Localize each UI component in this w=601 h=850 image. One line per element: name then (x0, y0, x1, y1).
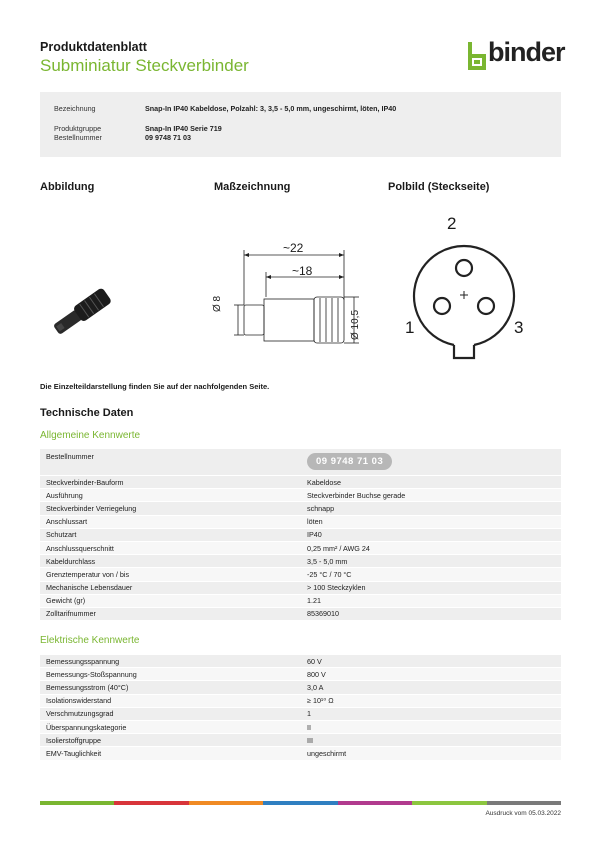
info-label: Produktgruppe (54, 124, 102, 133)
info-value: Snap-In IP40 Kabeldose, Polzahl: 3, 3,5 - 5,0 mm, ungeschirmt, löten, IP40 (145, 104, 397, 113)
table-row (40, 695, 561, 708)
info-label: Bestellnummer (54, 133, 102, 142)
table-row (40, 708, 561, 721)
color-bar-segment (114, 801, 188, 805)
row-value: -25 °C / 70 °C (307, 569, 352, 579)
table-row (40, 582, 561, 595)
doc-type: Produktdatenblatt (40, 40, 147, 54)
row-label: Bemessungsspannung (46, 656, 120, 666)
info-row-bestellnummer (54, 133, 191, 142)
doc-title: Subminiatur Steckverbinder (40, 56, 249, 75)
table-row (40, 747, 561, 760)
table-row (40, 529, 561, 542)
order-number-badge: 09 9748 71 03 (307, 453, 392, 470)
section-polbild: Polbild (Steckseite) (388, 181, 490, 193)
row-value: > 100 Steckzyklen (307, 583, 366, 593)
row-label: Bestellnummer (46, 452, 94, 461)
color-bar-segment (40, 801, 114, 805)
color-bar-segment (487, 801, 561, 805)
table-row (40, 655, 561, 668)
row-value: 800 V (307, 669, 326, 679)
dim-body-label: ~18 (292, 264, 313, 278)
row-label: Grenztemperatur von / bis (46, 569, 130, 579)
table-row (40, 681, 561, 694)
section-abbildung: Abbildung (40, 181, 95, 193)
table-row (40, 555, 561, 568)
row-label: Zolltarifnummer (46, 609, 96, 619)
binder-logo-icon (466, 40, 488, 74)
info-label: Bezeichnung (54, 104, 96, 113)
row-label: Anschlussquerschnitt (46, 543, 114, 553)
info-value: 09 9748 71 03 (145, 133, 191, 142)
pin-3-label: 3 (514, 318, 524, 337)
row-label: Kabeldurchlass (46, 556, 96, 566)
table-row (40, 449, 561, 476)
section-masszeichnung: Maßzeichnung (214, 181, 291, 193)
row-label: Überspannungskategorie (46, 722, 127, 732)
pin-diagram (388, 230, 518, 370)
dim-right-label: Ø 10,5 (350, 309, 361, 340)
info-value: Snap-In IP40 Serie 719 (145, 124, 222, 133)
row-label: Anschlussart (46, 517, 88, 527)
table-row (40, 502, 561, 515)
row-label: Isolationswiderstand (46, 696, 112, 706)
row-value: ungeschirmt (307, 748, 347, 758)
row-value: 1.21 (307, 596, 321, 606)
row-value: Steckverbinder Buchse gerade (307, 490, 406, 500)
row-label: Isolierstoffgruppe (46, 735, 102, 745)
row-value: 60 V (307, 656, 322, 666)
row-value: 3,5 - 5,0 mm (307, 556, 348, 566)
color-bar-segment (263, 801, 337, 805)
row-label: Bemessungs-Stoßspannung (46, 669, 137, 679)
row-value: 3,0 A (307, 682, 324, 692)
note-text: Die Einzelteildarstellung finden Sie auf der nachfolgenden Seite. (40, 382, 270, 391)
general-title: Allgemeine Kennwerte (40, 430, 141, 441)
electrical-title: Elektrische Kennwerte (40, 635, 140, 646)
table-row (40, 734, 561, 747)
info-box (40, 92, 561, 157)
row-value: 85369010 (307, 609, 339, 619)
row-value: 0,25 mm² / AWG 24 (307, 543, 370, 553)
table-row (40, 568, 561, 581)
row-label: Steckverbinder Verriegelung (46, 503, 137, 513)
tech-data-title: Technische Daten (40, 407, 134, 419)
table-row (40, 595, 561, 608)
row-label: Mechanische Lebensdauer (46, 583, 133, 593)
row-value: III (307, 735, 313, 745)
logo-text: binder (488, 37, 565, 67)
row-value: 1 (307, 709, 311, 719)
pin-1-label: 1 (405, 318, 415, 337)
info-row-produktgruppe (54, 124, 222, 133)
table-row (40, 542, 561, 555)
footer-date: Ausdruck vom 05.03.2022 (485, 810, 561, 817)
row-value: II (307, 722, 311, 732)
row-value: IP40 (307, 530, 322, 540)
product-image (40, 280, 130, 340)
table-row (40, 721, 561, 734)
binder-logo (466, 37, 566, 74)
info-row-bezeichnung (54, 104, 396, 113)
row-value: Kabeldose (307, 477, 341, 487)
row-value: schnapp (307, 503, 335, 513)
row-label: Schutzart (46, 530, 77, 540)
table-row (40, 608, 561, 621)
table-row (40, 489, 561, 502)
row-label: Gewicht (gr) (46, 596, 86, 606)
row-label: Steckverbinder-Bauform (46, 477, 124, 487)
dim-total-label: ~22 (283, 241, 304, 255)
row-label: EMV-Tauglichkeit (46, 748, 102, 758)
row-label: Verschmutzungsgrad (46, 709, 114, 719)
pin-2-label: 2 (447, 214, 457, 233)
table-row (40, 668, 561, 681)
general-table (40, 449, 561, 621)
color-bar (40, 801, 561, 805)
table-row (40, 476, 561, 489)
row-label: Ausführung (46, 490, 83, 500)
electrical-table (40, 655, 561, 761)
row-value: ≥ 10¹⁰ Ω (307, 696, 334, 706)
row-value: löten (307, 517, 323, 527)
color-bar-segment (412, 801, 486, 805)
table-row (40, 516, 561, 529)
color-bar-segment (338, 801, 412, 805)
dim-left-label: Ø 8 (212, 295, 223, 312)
color-bar-segment (189, 801, 263, 805)
row-label: Bemessungsstrom (40°C) (46, 682, 129, 692)
